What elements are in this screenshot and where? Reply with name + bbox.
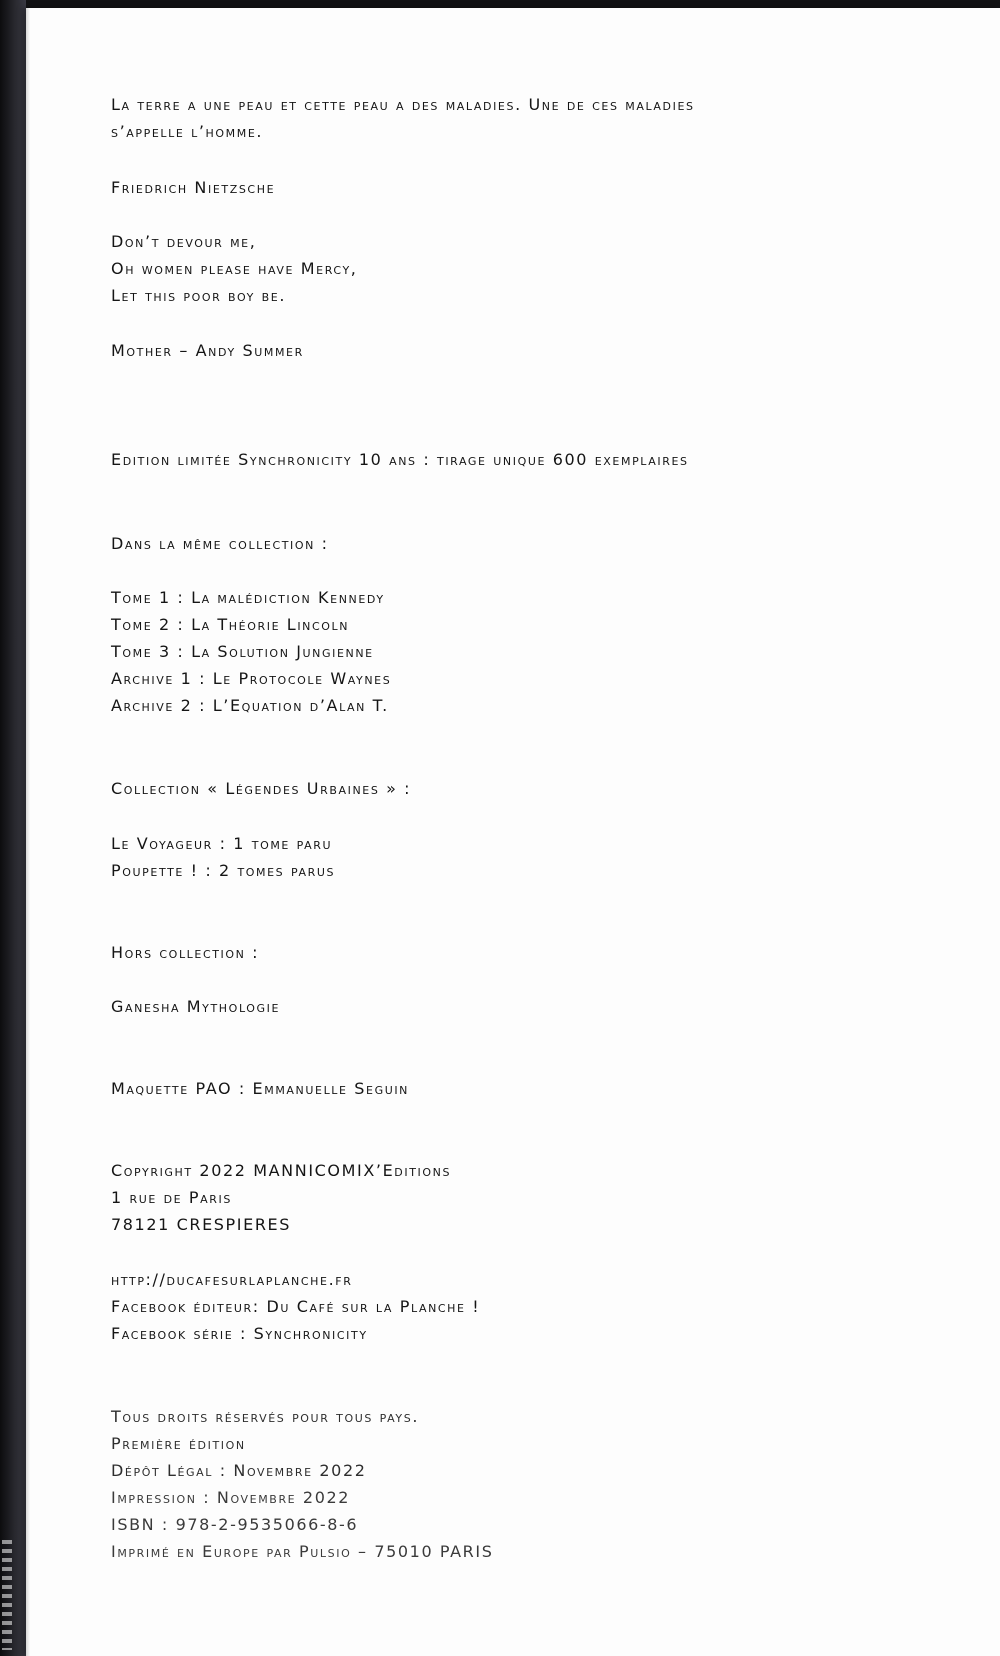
layout-credit: Maquette PAO : Emmanuelle Seguin (111, 1079, 410, 1098)
publisher-street: 1 rue de Paris (111, 1188, 232, 1207)
facebook-publisher: Facebook éditeur: Du Café sur la Planche ! (111, 1297, 481, 1316)
facebook-series: Facebook série : Synchronicity (111, 1324, 368, 1343)
lyrics-line-3: Let this poor boy be. (111, 286, 287, 305)
legal-impression: Impression : Novembre 2022 (111, 1488, 351, 1507)
hors-collection-heading: Hors collection : (111, 943, 260, 962)
page-edge-shadow (26, 8, 30, 1656)
lyrics-author: Mother – Andy Summer (111, 341, 304, 360)
legal-edition: Première édition (111, 1434, 246, 1453)
copyright-line: Copyright 2022 MANNICOMIX’Editions (111, 1161, 452, 1180)
legal-isbn: ISBN : 978-2-9535066-8-6 (111, 1515, 359, 1534)
legal-rights: Tous droits réservés pour tous pays. (111, 1407, 420, 1426)
edition-note: Edition limitée Synchronicity 10 ans : tirage unique 600 exemplaires (111, 450, 689, 469)
website-url: http://ducafesurlaplanche.fr (111, 1270, 353, 1289)
scan-top-border (0, 0, 1000, 8)
legal-depot: Dépôt Légal : Novembre 2022 (111, 1461, 367, 1480)
collection-item-archive-1: Archive 1 : Le Protocole Waynes (111, 669, 392, 688)
publisher-city: 78121 CRESPIERES (111, 1215, 291, 1234)
urban-legends-item-poupette: Poupette ! : 2 tomes parus (111, 861, 336, 880)
same-collection-heading: Dans la même collection : (111, 534, 329, 553)
binding-marks (2, 1540, 12, 1650)
scan-left-border (0, 0, 26, 1656)
hors-collection-item-ganesha: Ganesha Mythologie (111, 997, 281, 1016)
collection-item-tome-2: Tome 2 : La Théorie Lincoln (111, 615, 350, 634)
lyrics-line-1: Don’t devour me, (111, 232, 257, 251)
urban-legends-heading: Collection « Légendes Urbaines » : (111, 779, 412, 798)
lyrics-line-2: Oh women please have Mercy, (111, 259, 358, 278)
collection-item-archive-2: Archive 2 : L’Equation d’Alan T. (111, 696, 389, 715)
nietzsche-author: Friedrich Nietzsche (111, 178, 276, 197)
urban-legends-item-voyageur: Le Voyageur : 1 tome paru (111, 834, 333, 853)
collection-item-tome-3: Tome 3 : La Solution Jungienne (111, 642, 374, 661)
nietzsche-quote-line-1: La terre a une peau et cette peau a des maladies. Une de ces maladies (111, 95, 695, 114)
legal-printer: Imprimé en Europe par Pulsio – 75010 PARIS (111, 1542, 494, 1561)
nietzsche-quote-line-2: s’appelle l’homme. (111, 122, 264, 141)
collection-item-tome-1: Tome 1 : La malédiction Kennedy (111, 588, 385, 607)
